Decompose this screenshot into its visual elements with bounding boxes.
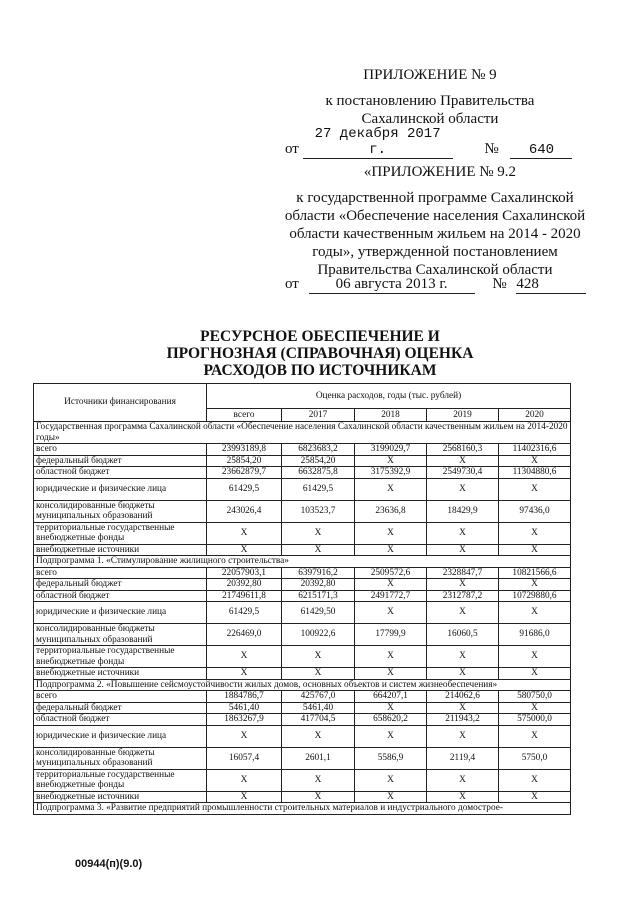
header-source: Источники финансирования — [34, 384, 207, 422]
appendix-date-line — [285, 126, 585, 159]
sub-appendix-from-label: от — [285, 276, 299, 292]
value-cell: 2491772,7 — [355, 590, 427, 602]
sub-appendix-line-1: к государственной программе Сахалинской — [296, 190, 574, 206]
row-label: всего — [34, 567, 207, 579]
value-cell: 25854,20 — [282, 455, 355, 467]
table-row — [34, 791, 571, 803]
value-cell: 6823683,2 — [282, 444, 355, 456]
section-title: Государственная программа Сахалинской области «Обеспечение населения Сахалинской области качественным жильем на 2014-2020 годы» — [34, 422, 571, 444]
value-cell: Х — [499, 522, 571, 544]
value-cell: 11304880,6 — [499, 467, 571, 479]
value-cell: 103523,7 — [282, 500, 355, 522]
value-cell: 91686,0 — [499, 624, 571, 646]
value-cell: 21749611,8 — [207, 590, 282, 602]
value-cell: 61429,5 — [282, 478, 355, 500]
table-row — [34, 579, 571, 591]
row-label: областной бюджет — [34, 590, 207, 602]
value-cell: 25854,20 — [207, 455, 282, 467]
value-cell: 17799,9 — [355, 624, 427, 646]
sub-appendix-line-3: области качественным жильем на 2014 - 2020 — [289, 226, 581, 242]
sub-appendix-line-2: области «Обеспечение населения Сахалинской — [284, 208, 586, 224]
value-cell: 23993189,8 — [207, 444, 282, 456]
value-cell: Х — [207, 725, 282, 747]
section-title: Подпрограмма 1. «Стимулирование жилищного строительства» — [34, 556, 571, 568]
sub-appendix-number: 428 — [516, 276, 586, 294]
table-row — [34, 646, 571, 668]
row-label: всего — [34, 444, 207, 456]
table-row — [34, 769, 571, 791]
value-cell: Х — [355, 478, 427, 500]
value-cell: 16057,4 — [207, 747, 282, 769]
row-label: областной бюджет — [34, 714, 207, 726]
header-estimate: Оценка расходов, годы (тыс. рублей) — [207, 384, 571, 409]
sub-appendix-line-4: годы», утвержденной постановлением — [312, 244, 558, 260]
value-cell: Х — [499, 668, 571, 680]
value-cell: 61429,5 — [207, 478, 282, 500]
value-cell: 214062,6 — [427, 691, 499, 703]
heading-line-3: РАСХОДОВ ПО ИСТОЧНИКАМ — [203, 362, 437, 379]
sub-appendix-line-5: Правительства Сахалинской области — [317, 262, 553, 278]
value-cell: Х — [207, 769, 282, 791]
value-cell: Х — [207, 668, 282, 680]
value-cell: 5461,40 — [282, 702, 355, 714]
value-cell: 2328847,7 — [427, 567, 499, 579]
value-cell: 2568160,3 — [427, 444, 499, 456]
value-cell: 1884786,7 — [207, 691, 282, 703]
value-cell: Х — [499, 702, 571, 714]
value-cell: Х — [207, 544, 282, 556]
value-cell: Х — [427, 725, 499, 747]
sub-appendix-date-line — [285, 276, 595, 294]
value-cell: 5586,9 — [355, 747, 427, 769]
value-cell: Х — [355, 668, 427, 680]
table-row — [34, 702, 571, 714]
row-label: юридические и физические лица — [34, 602, 207, 624]
value-cell: Х — [355, 725, 427, 747]
value-cell: 20392,80 — [282, 579, 355, 591]
value-cell: Х — [355, 602, 427, 624]
value-cell: Х — [427, 769, 499, 791]
table-row — [34, 455, 571, 467]
appendix-number: 640 — [510, 142, 572, 159]
table-row — [34, 747, 571, 769]
section-row — [34, 803, 571, 815]
section-title: Подпрограмма 2. «Повышение сейсмоустойчивости жилых домов, основных объектов и систем жизнеобеспечения» — [34, 679, 571, 691]
row-label: внебюджетные источники — [34, 544, 207, 556]
value-cell: 18429,9 — [427, 500, 499, 522]
value-cell: Х — [282, 769, 355, 791]
value-cell: 100922,6 — [282, 624, 355, 646]
value-cell: Х — [427, 668, 499, 680]
resource-table — [33, 383, 571, 815]
table-row — [34, 602, 571, 624]
value-cell: 11402316,6 — [499, 444, 571, 456]
value-cell: 61429,50 — [282, 602, 355, 624]
resource-table-body — [34, 384, 571, 815]
row-label: консолидированные бюджеты муниципальных образований — [34, 624, 207, 646]
header-col-2020: 2020 — [499, 409, 571, 422]
value-cell: 211943,2 — [427, 714, 499, 726]
value-cell: 16060,5 — [427, 624, 499, 646]
row-label: внебюджетные источники — [34, 791, 207, 803]
value-cell: Х — [499, 791, 571, 803]
appendix-number-label: № — [484, 141, 499, 157]
value-cell: Х — [207, 646, 282, 668]
value-cell: 575000,0 — [499, 714, 571, 726]
row-label: всего — [34, 691, 207, 703]
table-row — [34, 691, 571, 703]
value-cell: Х — [355, 579, 427, 591]
value-cell: Х — [427, 455, 499, 467]
header-col-2019: 2019 — [427, 409, 499, 422]
value-cell: 22057903,1 — [207, 567, 282, 579]
value-cell: 6397916,2 — [282, 567, 355, 579]
row-label: областной бюджет — [34, 467, 207, 479]
sub-appendix-title: «ПРИЛОЖЕНИЕ № 9.2 — [363, 164, 517, 180]
value-cell: Х — [355, 455, 427, 467]
heading-line-2: ПРОГНОЗНАЯ (СПРАВОЧНАЯ) ОЦЕНКА — [166, 345, 474, 362]
value-cell: 6215171,3 — [282, 590, 355, 602]
value-cell: 658620,2 — [355, 714, 427, 726]
value-cell: Х — [207, 791, 282, 803]
value-cell: Х — [355, 702, 427, 714]
table-row — [34, 714, 571, 726]
value-cell: 425767,0 — [282, 691, 355, 703]
value-cell: 20392,80 — [207, 579, 282, 591]
row-label: территориальные государственные внебюджетные фонды — [34, 522, 207, 544]
value-cell: 580750,0 — [499, 691, 571, 703]
row-label: территориальные государственные внебюджетные фонды — [34, 646, 207, 668]
appendix-title: ПРИЛОЖЕНИЕ № 9 — [363, 67, 497, 83]
table-row — [34, 444, 571, 456]
table-row — [34, 544, 571, 556]
value-cell: Х — [499, 769, 571, 791]
table-row — [34, 624, 571, 646]
value-cell: Х — [499, 478, 571, 500]
table-row — [34, 500, 571, 522]
row-label: федеральный бюджет — [34, 702, 207, 714]
document-heading — [120, 328, 520, 379]
table-header-row — [34, 384, 571, 409]
row-label: консолидированные бюджеты муниципальных образований — [34, 747, 207, 769]
value-cell: 6632875,8 — [282, 467, 355, 479]
value-cell: 3199029,7 — [355, 444, 427, 456]
value-cell: Х — [427, 791, 499, 803]
table-row — [34, 725, 571, 747]
value-cell: 2312787,2 — [427, 590, 499, 602]
value-cell: 10821566,6 — [499, 567, 571, 579]
value-cell: Х — [355, 646, 427, 668]
sub-appendix-date: 06 августа 2013 г. — [309, 276, 475, 294]
value-cell: 5750,0 — [499, 747, 571, 769]
value-cell: 2601,1 — [282, 747, 355, 769]
row-label: федеральный бюджет — [34, 579, 207, 591]
row-label: консолидированные бюджеты муниципальных образований — [34, 500, 207, 522]
value-cell: Х — [355, 522, 427, 544]
value-cell: Х — [427, 544, 499, 556]
value-cell: 664207,1 — [355, 691, 427, 703]
table-row — [34, 567, 571, 579]
value-cell: Х — [427, 522, 499, 544]
value-cell: 226469,0 — [207, 624, 282, 646]
value-cell: Х — [427, 702, 499, 714]
table-row — [34, 668, 571, 680]
value-cell: 10729880,6 — [499, 590, 571, 602]
table-row — [34, 590, 571, 602]
document-code: 00944(п)(9.0) — [75, 858, 143, 870]
value-cell: Х — [499, 602, 571, 624]
value-cell: 3175392,9 — [355, 467, 427, 479]
table-row — [34, 522, 571, 544]
value-cell: 97436,0 — [499, 500, 571, 522]
sub-appendix-number-label: № — [492, 276, 507, 292]
value-cell: Х — [499, 544, 571, 556]
appendix-region-line: Сахалинской области — [361, 111, 499, 127]
value-cell: 61429,5 — [207, 602, 282, 624]
value-cell: Х — [427, 478, 499, 500]
row-label: юридические и физические лица — [34, 725, 207, 747]
row-label: внебюджетные источники — [34, 668, 207, 680]
value-cell: 2509572,6 — [355, 567, 427, 579]
value-cell: Х — [427, 602, 499, 624]
value-cell: Х — [355, 791, 427, 803]
value-cell: Х — [355, 769, 427, 791]
table-row — [34, 467, 571, 479]
value-cell: Х — [499, 646, 571, 668]
value-cell: 1863267,9 — [207, 714, 282, 726]
row-label: территориальные государственные внебюджетные фонды — [34, 769, 207, 791]
value-cell: Х — [427, 646, 499, 668]
value-cell: Х — [282, 544, 355, 556]
value-cell: 23636,8 — [355, 500, 427, 522]
value-cell: Х — [427, 579, 499, 591]
section-row — [34, 422, 571, 444]
section-row — [34, 679, 571, 691]
value-cell: Х — [282, 725, 355, 747]
header-col-total: всего — [207, 409, 282, 422]
appendix-from-label: от — [285, 141, 299, 157]
header-col-2017: 2017 — [282, 409, 355, 422]
section-row — [34, 556, 571, 568]
value-cell: 2119,4 — [427, 747, 499, 769]
value-cell: 5461,40 — [207, 702, 282, 714]
appendix-date: 27 декабря 2017 г. — [303, 126, 453, 159]
value-cell: Х — [282, 668, 355, 680]
value-cell: Х — [207, 522, 282, 544]
value-cell: Х — [499, 579, 571, 591]
value-cell: Х — [355, 544, 427, 556]
value-cell: 417704,5 — [282, 714, 355, 726]
heading-line-1: РЕСУРСНОЕ ОБЕСПЕЧЕНИЕ И — [200, 328, 440, 345]
value-cell: Х — [499, 725, 571, 747]
header-col-2018: 2018 — [355, 409, 427, 422]
value-cell: Х — [282, 646, 355, 668]
value-cell: Х — [282, 522, 355, 544]
row-label: юридические и физические лица — [34, 478, 207, 500]
table-row — [34, 478, 571, 500]
value-cell: Х — [499, 455, 571, 467]
value-cell: 2549730,4 — [427, 467, 499, 479]
section-title: Подпрограмма 3. «Развитие предприятий промышленности строительных материалов и индустриального домострое- — [34, 803, 571, 815]
value-cell: 243026,4 — [207, 500, 282, 522]
value-cell: 23662879,7 — [207, 467, 282, 479]
value-cell: Х — [282, 791, 355, 803]
appendix-resolution-line: к постановлению Правительства — [325, 93, 535, 109]
row-label: федеральный бюджет — [34, 455, 207, 467]
